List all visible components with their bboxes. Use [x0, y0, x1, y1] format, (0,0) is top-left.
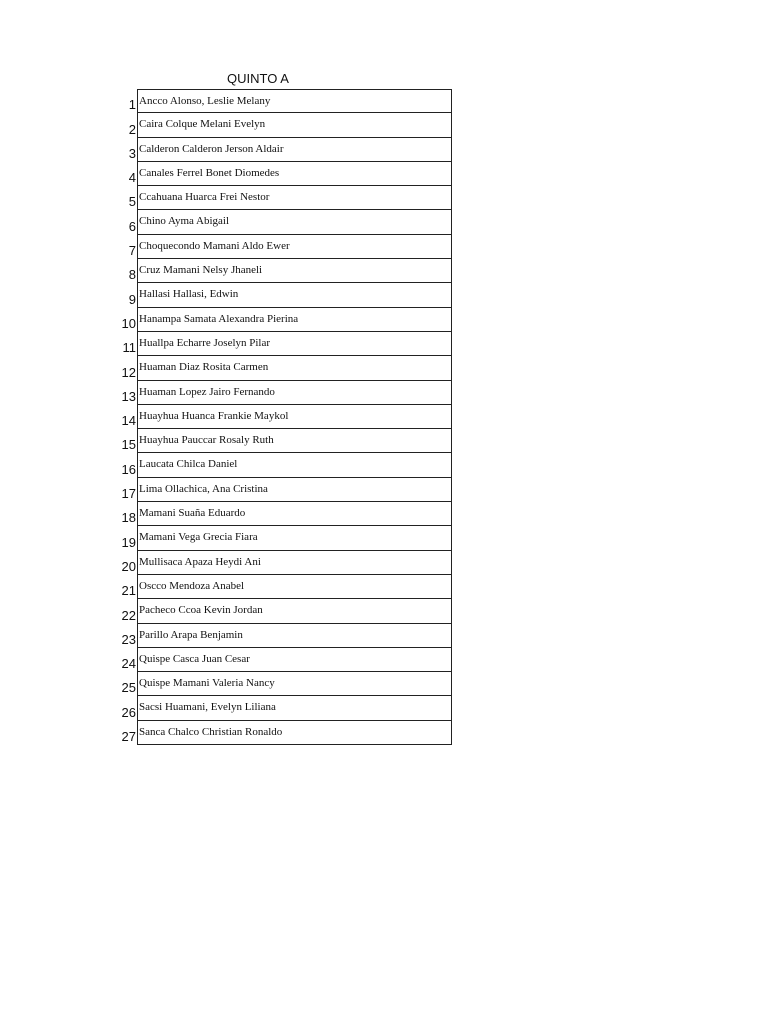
row-number: 21 — [121, 583, 136, 599]
table-row — [110, 429, 454, 453]
row-number: 13 — [121, 388, 136, 404]
student-roster-table — [110, 89, 454, 745]
row-number: 18 — [121, 510, 136, 526]
row-number: 20 — [121, 558, 136, 574]
student-name-cell: Ccahuana Huarca Frei Nestor — [137, 186, 452, 210]
student-name-cell: Huayhua Pauccar Rosaly Ruth — [137, 429, 452, 453]
student-name-cell: Sacsi Huamani, Evelyn Liliana — [137, 696, 452, 720]
table-row — [110, 696, 454, 720]
student-name-cell: Ancco Alonso, Leslie Melany — [137, 89, 452, 113]
student-name-cell: Sanca Chalco Christian Ronaldo — [137, 721, 452, 745]
table-row — [110, 356, 454, 380]
student-name-cell: Choquecondo Mamani Aldo Ewer — [137, 235, 452, 259]
student-name-cell: Laucata Chilca Daniel — [137, 453, 452, 477]
row-number: 14 — [121, 413, 136, 429]
student-name-cell: Oscco Mendoza Anabel — [137, 575, 452, 599]
row-number: 5 — [128, 194, 136, 210]
student-name-cell: Parillo Arapa Benjamin — [137, 624, 452, 648]
student-name-cell: Lima Ollachica, Ana Cristina — [137, 478, 452, 502]
student-name-cell: Huallpa Echarre Joselyn Pilar — [137, 332, 452, 356]
row-number: 3 — [128, 145, 136, 161]
row-number: 12 — [121, 364, 136, 380]
table-row — [110, 113, 454, 137]
row-number: 4 — [128, 170, 136, 186]
table-row — [110, 672, 454, 696]
table-row — [110, 259, 454, 283]
row-number: 16 — [121, 461, 136, 477]
table-row — [110, 308, 454, 332]
table-row — [110, 648, 454, 672]
student-name-cell: Calderon Calderon Jerson Aldair — [137, 138, 452, 162]
table-row — [110, 624, 454, 648]
row-number: 7 — [128, 243, 136, 259]
row-number: 10 — [121, 315, 136, 331]
student-name-cell: Canales Ferrel Bonet Diomedes — [137, 162, 452, 186]
row-number: 2 — [128, 121, 136, 137]
student-name-cell: Mamani Vega Grecia Fiara — [137, 526, 452, 550]
student-name-cell: Hanampa Samata Alexandra Pierina — [137, 308, 452, 332]
row-number: 26 — [121, 704, 136, 720]
row-number: 25 — [121, 680, 136, 696]
table-row — [110, 186, 454, 210]
student-name-cell: Caira Colque Melani Evelyn — [137, 113, 452, 137]
student-name-cell: Pacheco Ccoa Kevin Jordan — [137, 599, 452, 623]
table-row — [110, 551, 454, 575]
row-number: 9 — [128, 291, 136, 307]
table-row — [110, 575, 454, 599]
student-name-cell: Cruz Mamani Nelsy Jhaneli — [137, 259, 452, 283]
row-number: 1 — [128, 97, 136, 113]
student-name-cell: Huaman Lopez Jairo Fernando — [137, 381, 452, 405]
table-row — [110, 332, 454, 356]
table-row — [110, 478, 454, 502]
student-name-cell: Mamani Suaña Eduardo — [137, 502, 452, 526]
table-row — [110, 405, 454, 429]
table-row — [110, 599, 454, 623]
student-name-cell: Quispe Casca Juan Cesar — [137, 648, 452, 672]
student-name-cell: Hallasi Hallasi, Edwin — [137, 283, 452, 307]
table-row — [110, 721, 454, 745]
row-number: 23 — [121, 631, 136, 647]
row-number: 24 — [121, 656, 136, 672]
table-row — [110, 210, 454, 234]
student-name-cell: Huaman Diaz Rosita Carmen — [137, 356, 452, 380]
row-number: 27 — [121, 729, 136, 745]
table-row — [110, 138, 454, 162]
row-number: 15 — [121, 437, 136, 453]
row-number: 22 — [121, 607, 136, 623]
table-row — [110, 502, 454, 526]
student-name-cell: Mullisaca Apaza Heydi Ani — [137, 551, 452, 575]
table-row — [110, 89, 454, 113]
page-title: QUINTO A — [227, 71, 289, 86]
row-number: 11 — [122, 340, 136, 356]
row-number: 8 — [128, 267, 136, 283]
table-row — [110, 162, 454, 186]
row-number: 17 — [121, 486, 136, 502]
table-row — [110, 526, 454, 550]
table-row — [110, 381, 454, 405]
table-row — [110, 235, 454, 259]
row-number: 6 — [128, 218, 136, 234]
student-name-cell: Quispe Mamani Valeria Nancy — [137, 672, 452, 696]
student-name-cell: Huayhua Huanca Frankie Maykol — [137, 405, 452, 429]
table-row — [110, 283, 454, 307]
student-name-cell: Chino Ayma Abigail — [137, 210, 452, 234]
table-row — [110, 453, 454, 477]
row-number: 19 — [121, 534, 136, 550]
